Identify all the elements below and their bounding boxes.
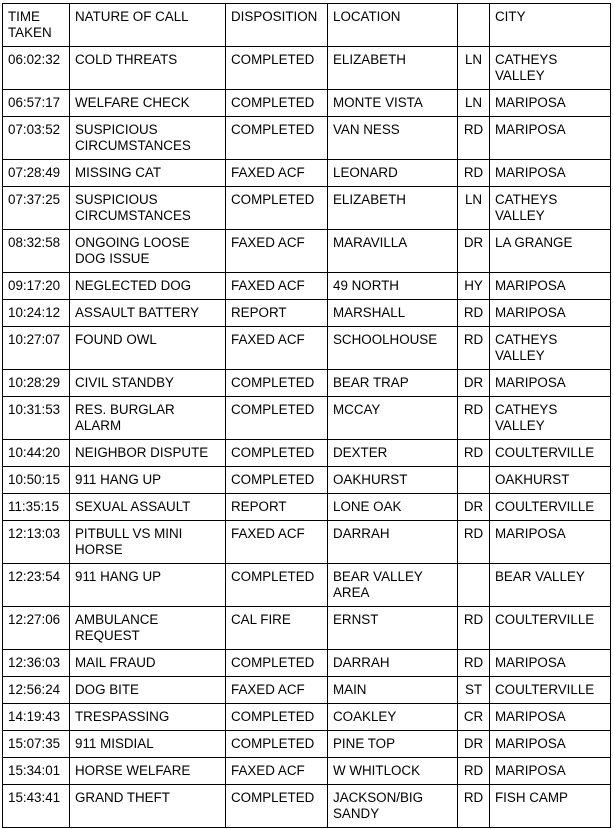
cell-city: COULTERVILLE: [490, 677, 611, 704]
cell-disposition: COMPLETED: [226, 90, 328, 117]
cell-nature-of-call: ONGOING LOOSE DOG ISSUE: [70, 230, 226, 273]
table-row: [3, 677, 611, 704]
cell-disposition: COMPLETED: [226, 117, 328, 160]
table-row: [3, 521, 611, 564]
cell-location: MAIN: [328, 677, 458, 704]
table-row: [3, 564, 611, 607]
cell-location: ERNST: [328, 607, 458, 650]
table-row: [3, 731, 611, 758]
cell-disposition: COMPLETED: [226, 47, 328, 90]
header-city: CITY: [490, 4, 611, 47]
cell-street-suffix: RD: [458, 521, 490, 564]
cell-time: 12:56:24: [3, 677, 70, 704]
cell-location: DEXTER: [328, 440, 458, 467]
cell-time: 12:13:03: [3, 521, 70, 564]
cell-disposition: FAXED ACF: [226, 230, 328, 273]
cell-location: MCCAY: [328, 397, 458, 440]
cell-disposition: FAXED ACF: [226, 273, 328, 300]
cell-street-suffix: RD: [458, 440, 490, 467]
cell-time: 10:27:07: [3, 327, 70, 370]
cell-city: COULTERVILLE: [490, 607, 611, 650]
table-row: [3, 397, 611, 440]
cell-location: OAKHURST: [328, 467, 458, 494]
cell-street-suffix: ST: [458, 677, 490, 704]
cell-location: ELIZABETH: [328, 187, 458, 230]
cell-location: LONE OAK: [328, 494, 458, 521]
cell-disposition: COMPLETED: [226, 397, 328, 440]
header-disposition: DISPOSITION: [226, 4, 328, 47]
cell-disposition: COMPLETED: [226, 785, 328, 828]
cell-time: 14:19:43: [3, 704, 70, 731]
cell-location: DARRAH: [328, 521, 458, 564]
cell-nature-of-call: PITBULL VS MINI HORSE: [70, 521, 226, 564]
cell-nature-of-call: 911 HANG UP: [70, 467, 226, 494]
cell-time: 06:57:17: [3, 90, 70, 117]
cell-city: LA GRANGE: [490, 230, 611, 273]
cell-time: 10:28:29: [3, 370, 70, 397]
cell-city: FISH CAMP: [490, 785, 611, 828]
cell-disposition: FAXED ACF: [226, 327, 328, 370]
cell-time: 10:50:15: [3, 467, 70, 494]
cell-disposition: COMPLETED: [226, 187, 328, 230]
cell-street-suffix: CR: [458, 704, 490, 731]
cell-city: CATHEYS VALLEY: [490, 397, 611, 440]
cell-time: 12:27:06: [3, 607, 70, 650]
cell-nature-of-call: FOUND OWL: [70, 327, 226, 370]
table-row: [3, 117, 611, 160]
cell-disposition: CAL FIRE: [226, 607, 328, 650]
cell-nature-of-call: ASSAULT BATTERY: [70, 300, 226, 327]
table-row: [3, 370, 611, 397]
cell-street-suffix: DR: [458, 731, 490, 758]
cell-disposition: FAXED ACF: [226, 521, 328, 564]
cell-time: 06:02:32: [3, 47, 70, 90]
cell-time: 12:23:54: [3, 564, 70, 607]
cell-nature-of-call: DOG BITE: [70, 677, 226, 704]
cell-disposition: FAXED ACF: [226, 758, 328, 785]
cell-street-suffix: RD: [458, 397, 490, 440]
cell-street-suffix: DR: [458, 230, 490, 273]
cell-nature-of-call: AMBULANCE REQUEST: [70, 607, 226, 650]
cell-time: 10:24:12: [3, 300, 70, 327]
cell-location: SCHOOLHOUSE: [328, 327, 458, 370]
cell-city: CATHEYS VALLEY: [490, 47, 611, 90]
table-row: [3, 230, 611, 273]
cell-location: LEONARD: [328, 160, 458, 187]
cell-location: PINE TOP: [328, 731, 458, 758]
cell-street-suffix: LN: [458, 90, 490, 117]
cell-city: CATHEYS VALLEY: [490, 187, 611, 230]
table-row: [3, 704, 611, 731]
cell-location: MARAVILLA: [328, 230, 458, 273]
cell-disposition: COMPLETED: [226, 650, 328, 677]
cell-nature-of-call: 911 MISDIAL: [70, 731, 226, 758]
cell-location: BEAR TRAP: [328, 370, 458, 397]
cell-time: 15:43:41: [3, 785, 70, 828]
cell-street-suffix: RD: [458, 650, 490, 677]
table-row: [3, 160, 611, 187]
cell-location: VAN NESS: [328, 117, 458, 160]
cell-city: MARIPOSA: [490, 300, 611, 327]
cell-city: MARIPOSA: [490, 160, 611, 187]
cell-disposition: COMPLETED: [226, 440, 328, 467]
cell-disposition: COMPLETED: [226, 370, 328, 397]
cell-time: 12:36:03: [3, 650, 70, 677]
cell-city: BEAR VALLEY: [490, 564, 611, 607]
table-row: [3, 607, 611, 650]
cell-city: MARIPOSA: [490, 90, 611, 117]
cell-city: OAKHURST: [490, 467, 611, 494]
table-row: [3, 273, 611, 300]
cell-disposition: FAXED ACF: [226, 160, 328, 187]
cell-street-suffix: RD: [458, 607, 490, 650]
table-row: [3, 327, 611, 370]
cell-city: COULTERVILLE: [490, 494, 611, 521]
cell-city: MARIPOSA: [490, 370, 611, 397]
table-row: [3, 785, 611, 828]
call-log-body: [3, 47, 611, 828]
table-row: [3, 467, 611, 494]
cell-nature-of-call: SEXUAL ASSAULT: [70, 494, 226, 521]
cell-time: 07:37:25: [3, 187, 70, 230]
call-log-table: [2, 3, 611, 828]
cell-street-suffix: RD: [458, 160, 490, 187]
cell-street-suffix: LN: [458, 47, 490, 90]
cell-nature-of-call: WELFARE CHECK: [70, 90, 226, 117]
cell-street-suffix: RD: [458, 785, 490, 828]
cell-street-suffix: RD: [458, 300, 490, 327]
cell-nature-of-call: COLD THREATS: [70, 47, 226, 90]
cell-time: 10:44:20: [3, 440, 70, 467]
cell-location: MONTE VISTA: [328, 90, 458, 117]
header-time-taken: TIME TAKEN: [3, 4, 70, 47]
cell-location: BEAR VALLEY AREA: [328, 564, 458, 607]
cell-street-suffix: RD: [458, 117, 490, 160]
cell-city: MARIPOSA: [490, 731, 611, 758]
header-street-suffix: [458, 4, 490, 47]
cell-time: 08:32:58: [3, 230, 70, 273]
cell-nature-of-call: RES. BURGLAR ALARM: [70, 397, 226, 440]
header-nature-of-call: NATURE OF CALL: [70, 4, 226, 47]
cell-street-suffix: HY: [458, 273, 490, 300]
cell-city: MARIPOSA: [490, 117, 611, 160]
cell-time: 07:28:49: [3, 160, 70, 187]
table-header-row: [3, 4, 611, 47]
cell-nature-of-call: MAIL FRAUD: [70, 650, 226, 677]
cell-time: 07:03:52: [3, 117, 70, 160]
table-row: [3, 187, 611, 230]
cell-city: MARIPOSA: [490, 704, 611, 731]
cell-street-suffix: LN: [458, 187, 490, 230]
cell-nature-of-call: CIVIL STANDBY: [70, 370, 226, 397]
cell-location: COAKLEY: [328, 704, 458, 731]
cell-location: JACKSON/BIG SANDY: [328, 785, 458, 828]
cell-city: COULTERVILLE: [490, 440, 611, 467]
cell-nature-of-call: TRESPASSING: [70, 704, 226, 731]
cell-street-suffix: DR: [458, 370, 490, 397]
cell-location: 49 NORTH: [328, 273, 458, 300]
cell-nature-of-call: 911 HANG UP: [70, 564, 226, 607]
cell-city: MARIPOSA: [490, 273, 611, 300]
cell-street-suffix: RD: [458, 327, 490, 370]
cell-disposition: COMPLETED: [226, 467, 328, 494]
cell-location: DARRAH: [328, 650, 458, 677]
cell-disposition: REPORT: [226, 494, 328, 521]
table-row: [3, 300, 611, 327]
cell-disposition: REPORT: [226, 300, 328, 327]
cell-disposition: FAXED ACF: [226, 677, 328, 704]
cell-nature-of-call: NEGLECTED DOG: [70, 273, 226, 300]
table-row: [3, 47, 611, 90]
header-location: LOCATION: [328, 4, 458, 47]
cell-street-suffix: DR: [458, 494, 490, 521]
cell-nature-of-call: HORSE WELFARE: [70, 758, 226, 785]
table-row: [3, 440, 611, 467]
cell-city: MARIPOSA: [490, 650, 611, 677]
table-row: [3, 494, 611, 521]
cell-time: 09:17:20: [3, 273, 70, 300]
cell-location: MARSHALL: [328, 300, 458, 327]
cell-nature-of-call: GRAND THEFT: [70, 785, 226, 828]
cell-city: MARIPOSA: [490, 521, 611, 564]
table-row: [3, 650, 611, 677]
cell-city: CATHEYS VALLEY: [490, 327, 611, 370]
cell-street-suffix: RD: [458, 758, 490, 785]
cell-street-suffix: [458, 467, 490, 494]
cell-time: 15:34:01: [3, 758, 70, 785]
table-row: [3, 758, 611, 785]
cell-time: 11:35:15: [3, 494, 70, 521]
cell-location: W WHITLOCK: [328, 758, 458, 785]
cell-disposition: COMPLETED: [226, 564, 328, 607]
cell-city: MARIPOSA: [490, 758, 611, 785]
cell-nature-of-call: SUSPICIOUS CIRCUMSTANCES: [70, 117, 226, 160]
table-row: [3, 90, 611, 117]
cell-disposition: COMPLETED: [226, 731, 328, 758]
cell-nature-of-call: SUSPICIOUS CIRCUMSTANCES: [70, 187, 226, 230]
cell-location: ELIZABETH: [328, 47, 458, 90]
cell-time: 10:31:53: [3, 397, 70, 440]
cell-street-suffix: [458, 564, 490, 607]
cell-time: 15:07:35: [3, 731, 70, 758]
cell-nature-of-call: NEIGHBOR DISPUTE: [70, 440, 226, 467]
cell-disposition: COMPLETED: [226, 704, 328, 731]
cell-nature-of-call: MISSING CAT: [70, 160, 226, 187]
